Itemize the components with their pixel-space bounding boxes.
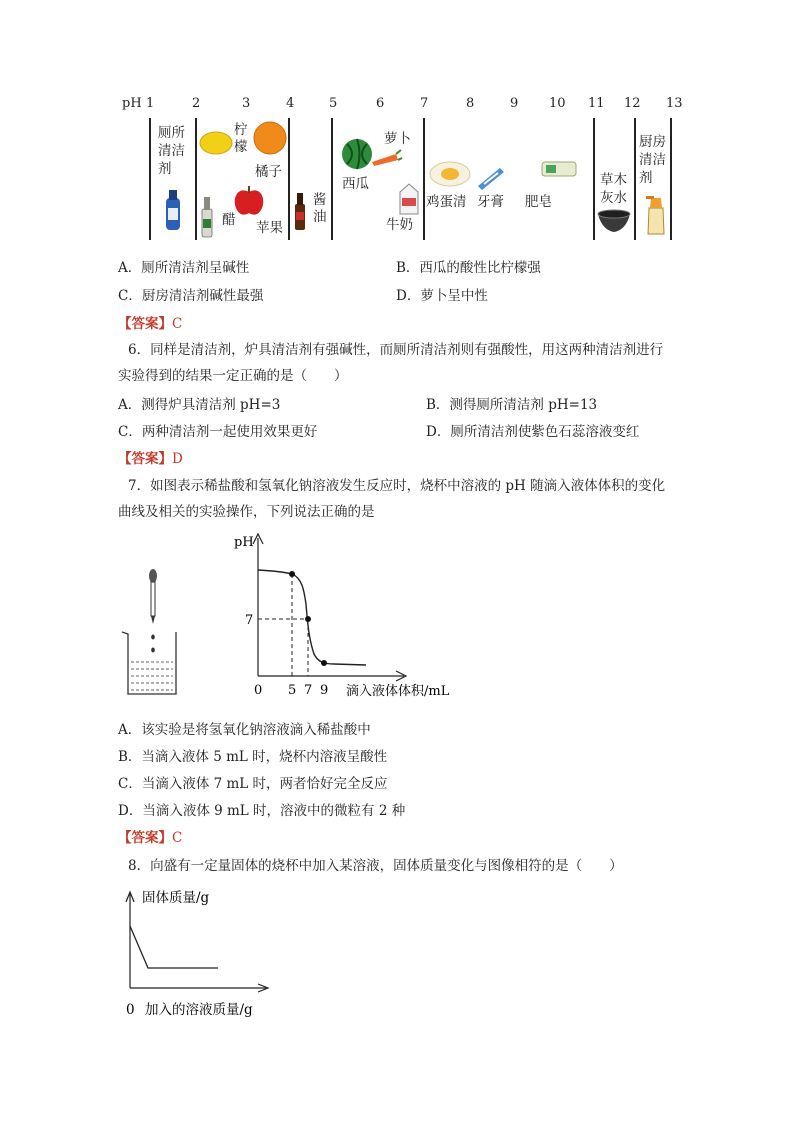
ph-number: 7 (420, 96, 429, 111)
ph-curve (258, 570, 366, 665)
x-tick-7: 7 (304, 683, 313, 698)
y-axis-label: pH (234, 535, 254, 550)
ph-number: 9 (510, 96, 519, 111)
egg-white-icon (428, 160, 472, 188)
ph-number: 2 (192, 96, 201, 111)
kitchen-cleaner-label: 厨房清洁剂 (639, 134, 666, 186)
milk-label: 牛奶 (386, 217, 413, 233)
q7-answer (118, 826, 182, 846)
kitchen-cleaner-spray-icon (644, 192, 668, 236)
point-5ml (289, 571, 295, 577)
ph-number: 3 (242, 96, 251, 111)
ph-number: 4 (286, 96, 295, 111)
radish-icon (368, 148, 402, 170)
milk-carton-icon (396, 182, 422, 216)
x-axis-label: 加入的溶液质量/g (145, 1002, 253, 1018)
ph-number: 1 (146, 96, 155, 111)
ph-scale-line (593, 118, 595, 240)
y-tick-7: 7 (245, 613, 254, 628)
vinegar-bottle-icon (198, 193, 216, 239)
ph-curve-graph (236, 530, 472, 706)
q7-option-d: D．当滴入液体 9 mL 时，溶液中的微粒有 2 种 (118, 803, 406, 819)
ph-number: 13 (666, 96, 683, 111)
x-axis-label: 滴入液体体积/mL (346, 684, 450, 699)
origin-label: 0 (126, 1002, 135, 1018)
q6-option-b: B．测得厕所清洁剂 pH=13 (426, 397, 598, 413)
beaker-icon (122, 632, 176, 694)
ph-number: 11 (588, 96, 605, 111)
orange-label: 橘子 (255, 164, 282, 180)
toilet-cleaner-label: 厕所清洁剂 (158, 125, 185, 177)
dropper-beaker-figure (118, 566, 184, 698)
ash-water-bowl-icon (596, 206, 632, 234)
q5-option-a: A．厕所清洁剂呈碱性 (118, 260, 250, 276)
ph-number: 12 (624, 96, 641, 111)
q6-answer (118, 447, 183, 467)
q5-option-b: B．西瓜的酸性比柠檬强 (396, 260, 541, 276)
q5-option-c: C．厨房清洁剂碱性最强 (118, 288, 264, 304)
point-7ml (305, 616, 311, 622)
soap-label: 肥皂 (525, 194, 552, 210)
q8-stem: 8．向盛有一定量固体的烧杯中加入某溶液，固体质量变化与图像相符的是（ ） (128, 858, 623, 874)
q7-option-a: A．该实验是将氢氧化钠溶液滴入稀盐酸中 (118, 722, 371, 738)
dropper-icon (149, 569, 157, 624)
ph-scale-line (423, 118, 425, 240)
x-tick-5: 5 (288, 683, 297, 698)
orange-icon (252, 120, 288, 156)
ph-number: 5 (329, 96, 338, 111)
drops-icon (151, 635, 155, 653)
q6-stem-line1: 6．同样是清洁剂，炉具清洁剂有强碱性，而厕所清洁剂则有强酸性，用这两种清洁剂进行 (128, 342, 664, 358)
toothpaste-icon (476, 164, 506, 190)
ph-scale-line (634, 118, 636, 240)
lemon-icon (198, 128, 234, 158)
apple-icon (232, 184, 266, 218)
q6-option-d: D．厕所清洁剂使紫色石蕊溶液变红 (426, 424, 640, 440)
answer-label: 【答案】 (118, 316, 172, 332)
q5-answer (118, 312, 182, 332)
answer-label: 【答案】 (118, 451, 172, 467)
q6-option-a: A．测得炉具清洁剂 pH=3 (118, 397, 281, 413)
x-tick-9: 9 (320, 683, 329, 698)
ph-number: 10 (549, 96, 566, 111)
radish-label: 萝卜 (384, 131, 411, 147)
watermelon-label: 西瓜 (342, 176, 369, 192)
q7-stem-line1: 7．如图表示稀盐酸和氢氧化钠溶液发生反应时，烧杯中溶液的 pH 随滴入液体体积的变化 (128, 478, 666, 494)
ph-scale-line (331, 118, 333, 240)
toothpaste-label: 牙膏 (477, 194, 504, 210)
answer-label: 【答案】 (118, 830, 172, 846)
point-9ml (321, 660, 327, 666)
vinegar-label: 醋 (222, 212, 236, 228)
ph-scale-line (288, 118, 290, 240)
egg-white-label: 鸡蛋清 (426, 194, 467, 210)
soy-sauce-bottle-icon (292, 190, 308, 232)
q6-stem-line2: 实验得到的结果一定正确的是（ ） (118, 368, 348, 384)
ph-scale-line (149, 118, 151, 240)
answer-value: D (172, 451, 183, 467)
q7-option-c: C．当滴入液体 7 mL 时，两者恰好完全反应 (118, 776, 388, 792)
toilet-cleaner-bottle-icon (160, 188, 186, 232)
ph-scale-line (195, 118, 197, 240)
answer-value: C (172, 830, 183, 846)
q6-option-c: C．两种清洁剂一起使用效果更好 (118, 424, 318, 440)
answer-value: C (172, 316, 183, 332)
q7-stem-line2: 曲线及相关的实验操作，下列说法正确的是 (118, 504, 375, 520)
q7-option-b: B．当滴入液体 5 mL 时，烧杯内溶液呈酸性 (118, 749, 388, 765)
origin-label: 0 (254, 683, 263, 698)
y-axis-label: 固体质量/g (142, 890, 210, 906)
q5-option-d: D．萝卜呈中性 (396, 288, 488, 304)
soy-sauce-label: 酱油 (313, 192, 327, 225)
ph-scale-label: pH (122, 96, 142, 111)
ash-water-label: 草木灰水 (600, 172, 627, 206)
soap-icon (540, 158, 578, 180)
ph-number: 8 (466, 96, 475, 111)
mass-curve (130, 926, 218, 968)
solid-mass-graph (118, 884, 278, 1022)
apple-label: 苹果 (256, 220, 283, 236)
lemon-label: 柠檬 (234, 122, 248, 155)
ph-number: 6 (376, 96, 385, 111)
